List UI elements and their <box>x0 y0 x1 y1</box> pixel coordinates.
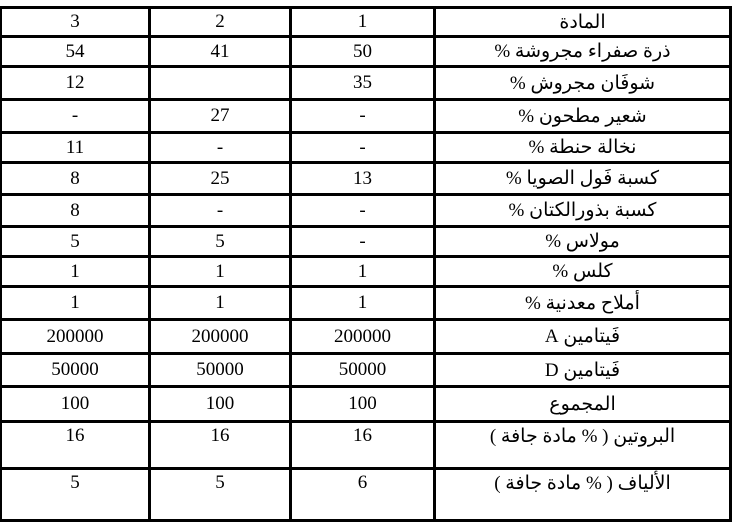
value-cell-1: 50 <box>291 37 435 67</box>
row-label: أملاح معدنية % <box>435 287 731 320</box>
header-row <box>1 8 731 37</box>
value-cell-2: - <box>150 195 291 227</box>
document-page <box>7 3 737 522</box>
value-cell-3: - <box>1 100 150 133</box>
value-cell-1: - <box>291 133 435 163</box>
table-row <box>1 195 731 227</box>
value-cell-2: 5 <box>150 227 291 257</box>
row-label: كسبة فَول الصويا % <box>435 163 731 195</box>
table-row <box>1 287 731 320</box>
row-label: فَيتامين D <box>435 354 731 387</box>
value-cell-1: 6 <box>291 469 435 521</box>
value-cell-1: 50000 <box>291 354 435 387</box>
value-cell-2: 41 <box>150 37 291 67</box>
column-header-ration-3: 3 <box>1 8 150 37</box>
value-cell-3: 5 <box>1 469 150 521</box>
value-cell-2: 16 <box>150 422 291 469</box>
value-cell-3: 11 <box>1 133 150 163</box>
table-row <box>1 163 731 195</box>
column-header-ration-1: 1 <box>291 8 435 37</box>
value-cell-3: 100 <box>1 387 150 422</box>
table-row <box>1 227 731 257</box>
value-cell-3: 5 <box>1 227 150 257</box>
value-cell-2: - <box>150 133 291 163</box>
value-cell-3: 12 <box>1 67 150 100</box>
table-row <box>1 100 731 133</box>
value-cell-2: 27 <box>150 100 291 133</box>
value-cell-1: 100 <box>291 387 435 422</box>
value-cell-3: 54 <box>1 37 150 67</box>
value-cell-2 <box>150 67 291 100</box>
column-header-material: المادة <box>435 8 731 37</box>
value-cell-1: 1 <box>291 257 435 287</box>
table-row <box>1 320 731 354</box>
value-cell-1: 35 <box>291 67 435 100</box>
value-cell-3: 50000 <box>1 354 150 387</box>
value-cell-3: 16 <box>1 422 150 469</box>
value-cell-2: 25 <box>150 163 291 195</box>
value-cell-3: 1 <box>1 257 150 287</box>
row-label: كلس % <box>435 257 731 287</box>
value-cell-2: 50000 <box>150 354 291 387</box>
value-cell-2: 100 <box>150 387 291 422</box>
row-label: الألياف ( % مادة جافة ) <box>435 469 731 521</box>
value-cell-2: 1 <box>150 287 291 320</box>
value-cell-1: 13 <box>291 163 435 195</box>
row-label: كسبة بذورالكتان % <box>435 195 731 227</box>
value-cell-1: - <box>291 100 435 133</box>
row-label: البروتين ( % مادة جافة ) <box>435 422 731 469</box>
row-label: فَيتامين A <box>435 320 731 354</box>
value-cell-1: - <box>291 227 435 257</box>
row-label: شوفَان مجروش % <box>435 67 731 100</box>
value-cell-1: 16 <box>291 422 435 469</box>
table-row <box>1 469 731 521</box>
value-cell-2: 200000 <box>150 320 291 354</box>
table-row <box>1 37 731 67</box>
value-cell-3: 200000 <box>1 320 150 354</box>
table-row <box>1 67 731 100</box>
value-cell-1: 1 <box>291 287 435 320</box>
row-label: نخالة حنطة % <box>435 133 731 163</box>
table-row <box>1 354 731 387</box>
row-label: مولاس % <box>435 227 731 257</box>
feed-composition-table <box>0 6 732 522</box>
value-cell-2: 1 <box>150 257 291 287</box>
table-row <box>1 133 731 163</box>
column-header-ration-2: 2 <box>150 8 291 37</box>
value-cell-3: 8 <box>1 195 150 227</box>
value-cell-1: - <box>291 195 435 227</box>
table-row <box>1 387 731 422</box>
value-cell-3: 1 <box>1 287 150 320</box>
value-cell-2: 5 <box>150 469 291 521</box>
value-cell-3: 8 <box>1 163 150 195</box>
row-label: ذرة صفراء مجروشة % <box>435 37 731 67</box>
table-row <box>1 422 731 469</box>
value-cell-1: 200000 <box>291 320 435 354</box>
row-label: المجموع <box>435 387 731 422</box>
row-label: شعير مطحون % <box>435 100 731 133</box>
table-row <box>1 257 731 287</box>
